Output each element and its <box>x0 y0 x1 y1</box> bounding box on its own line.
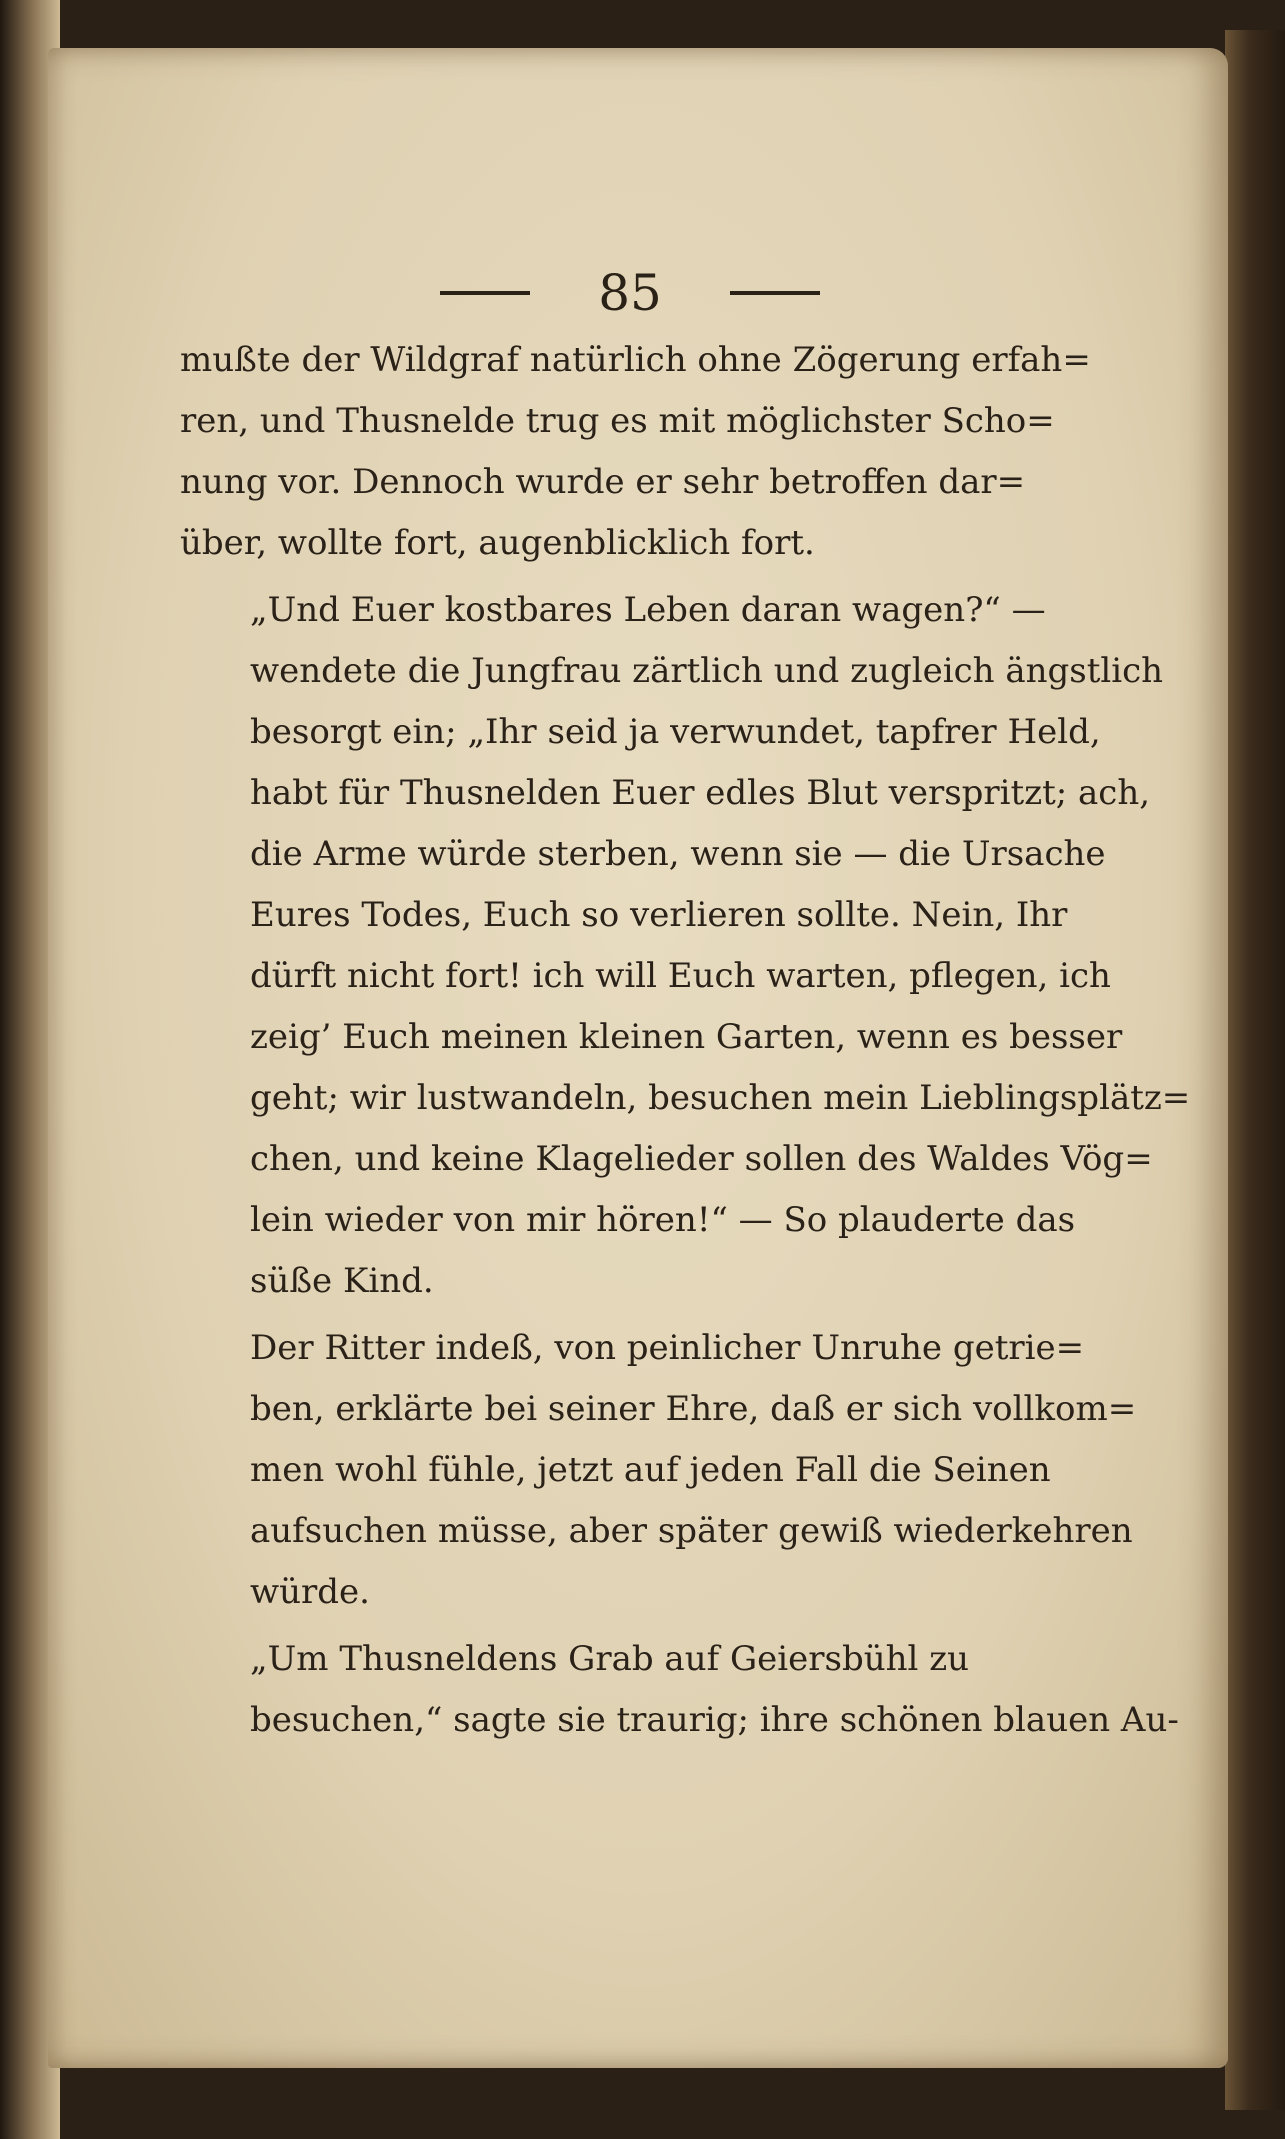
text-line: besorgt ein; „Ihr seid ja verwundet, tapfrer Held, <box>250 712 1101 752</box>
text-line: ben, erklärte bei seiner Ehre, daß er sich vollkom= <box>250 1389 1137 1429</box>
text-line: aufsuchen müsse, aber später gewiß wiederkehren <box>250 1511 1133 1551</box>
text-line: dürft nicht fort! ich will Euch warten, pflegen, ich <box>250 956 1111 996</box>
text-line: habt für Thusnelden Euer edles Blut verspritzt; ach, <box>250 773 1151 813</box>
text-line: lein wieder von mir hören!“ — So plauderte das <box>250 1200 1076 1240</box>
text-line: men wohl fühle, jetzt auf jeden Fall die Seinen <box>250 1450 1051 1490</box>
text-line: besuchen,“ sagte sie traurig; ihre schönen blauen Au- <box>250 1700 1179 1740</box>
dash-right <box>730 291 820 295</box>
text-line: geht; wir lustwandeln, besuchen mein Lieblingsplätz= <box>250 1078 1191 1118</box>
text-line: Der Ritter indeß, von peinlicher Unruhe getrie= <box>250 1328 1085 1368</box>
text-line: Eures Todes, Euch so verlieren sollte. Nein, Ihr <box>250 895 1068 935</box>
text-line: zeig’ Euch meinen kleinen Garten, wenn es besser <box>250 1017 1123 1057</box>
body-text <box>180 330 1191 1751</box>
running-head <box>440 258 820 328</box>
text-line: würde. <box>250 1572 370 1612</box>
text-line: süße Kind. <box>250 1261 434 1301</box>
page-edge <box>1225 30 1285 2110</box>
text-line: über, wollte fort, augenblicklich fort. <box>180 523 815 563</box>
text-line: „Und Euer kostbares Leben daran wagen?“ — <box>250 590 1046 630</box>
page-number: 85 <box>598 264 662 322</box>
paragraph-2 <box>180 580 1191 1312</box>
text-line: wendete die Jungfrau zärtlich und zugleich ängstlich <box>250 651 1164 691</box>
text-line: „Um Thusneldens Grab auf Geiersbühl zu <box>250 1639 970 1679</box>
text-line: ren, und Thusnelde trug es mit möglichster Scho= <box>180 401 1055 441</box>
text-line: chen, und keine Klagelieder sollen des Waldes Vög= <box>250 1139 1153 1179</box>
dash-left <box>440 291 530 295</box>
text-line: nung vor. Dennoch wurde er sehr betroffen dar= <box>180 462 1026 502</box>
paragraph-4 <box>180 1629 1179 1751</box>
text-line: die Arme würde sterben, wenn sie — die Ursache <box>250 834 1106 874</box>
paragraph-1 <box>180 330 1091 574</box>
paragraph-3 <box>180 1318 1137 1623</box>
text-line: mußte der Wildgraf natürlich ohne Zögerung erfah= <box>180 340 1091 380</box>
